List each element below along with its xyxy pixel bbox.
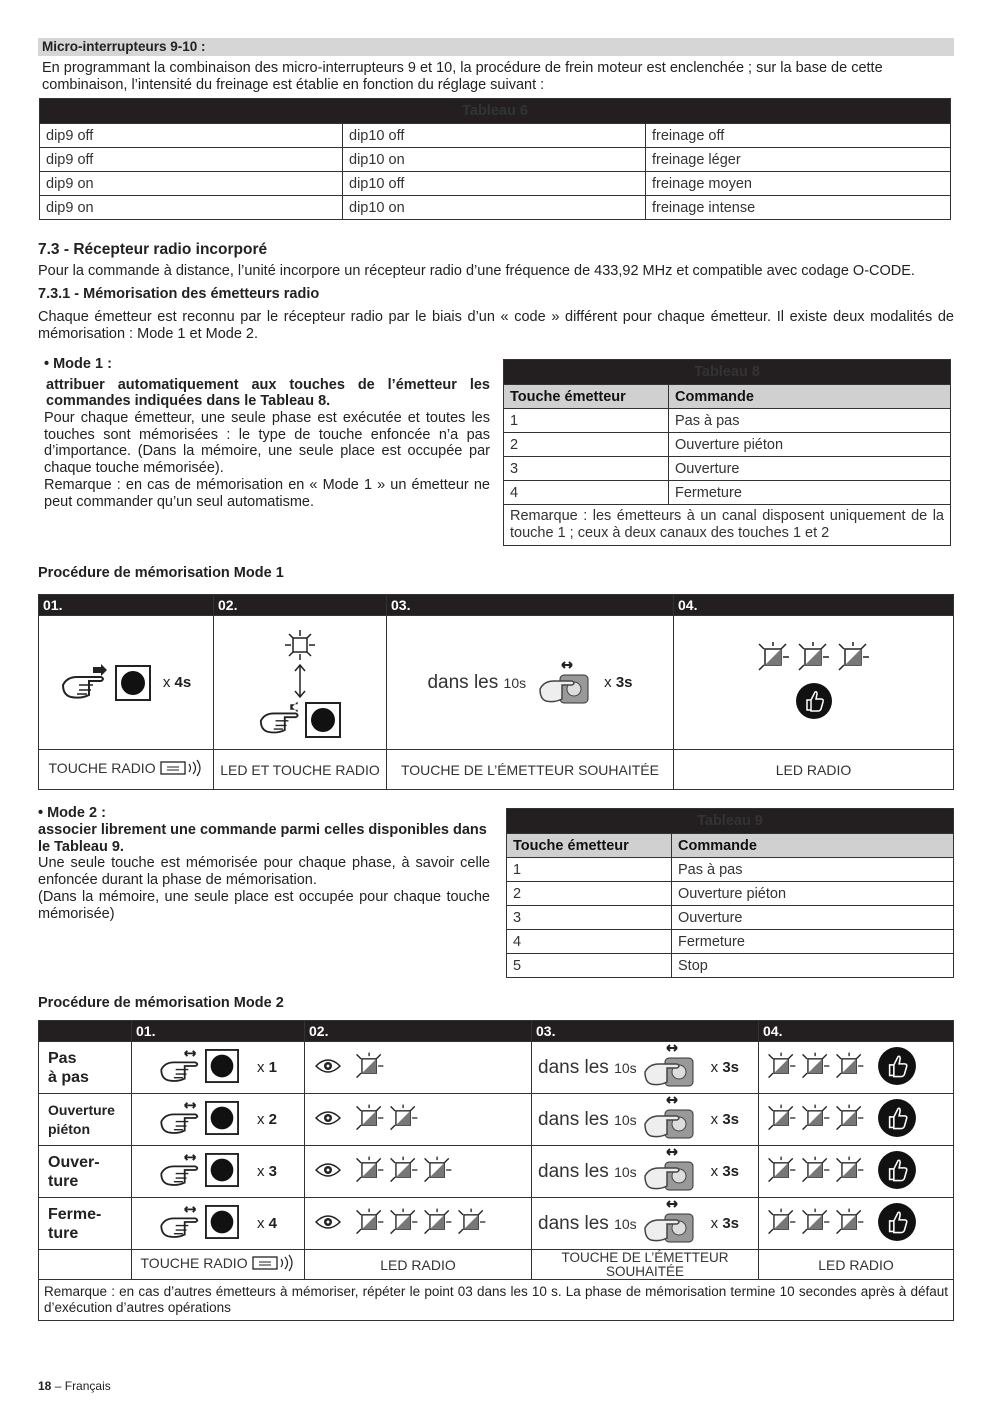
- times-sign: x: [710, 1059, 719, 1076]
- radio-button-icon: [205, 1101, 239, 1139]
- proc2-row: [39, 1094, 954, 1146]
- cell: Pas à pas: [672, 858, 954, 882]
- cell: Ouverture piéton: [669, 433, 951, 457]
- led-blink-icon: [387, 1155, 421, 1189]
- proc2-label-4: LED RADIO: [759, 1250, 954, 1280]
- remote-key-press-icon: [643, 1200, 697, 1248]
- radio-button-icon: [205, 1049, 239, 1087]
- proc2-step3: [532, 1094, 759, 1146]
- col-header: Touche émetteur: [504, 385, 669, 409]
- cell: Stop: [672, 954, 954, 978]
- cell: freinage léger: [646, 148, 951, 172]
- tableau-6-title: Tableau 6: [40, 99, 951, 124]
- hand-press-icon: [159, 1048, 205, 1088]
- led-blink-icon: [353, 1155, 387, 1189]
- mode2-bullet: • Mode 2 :: [38, 805, 106, 821]
- led-blink-icon: [765, 1103, 799, 1137]
- step-number: 02.: [305, 1021, 532, 1042]
- proc2-row-name: Pas à pas: [39, 1042, 132, 1094]
- remote-key-press-icon: [643, 1096, 697, 1144]
- tableau-8: [503, 359, 951, 546]
- times-sign: x: [256, 1163, 265, 1180]
- step-number: 03.: [532, 1021, 759, 1042]
- led-blink-icon: [387, 1207, 421, 1241]
- press-duration: 3s: [722, 1215, 739, 1232]
- tableau-9-title: Tableau 9: [507, 809, 954, 834]
- proc2-step1: [132, 1094, 305, 1146]
- cell: freinage intense: [646, 196, 951, 220]
- proc2-step2: [305, 1042, 532, 1094]
- proc2-step4: [759, 1042, 954, 1094]
- cell: freinage moyen: [646, 172, 951, 196]
- proc1-label-2: LED ET TOUCHE RADIO: [214, 750, 387, 790]
- times-sign: x: [710, 1111, 719, 1128]
- cell: 4: [507, 930, 672, 954]
- proc2-step1: [132, 1042, 305, 1094]
- proc1-label-3: TOUCHE DE L’ÉMETTEUR SOUHAITÉE: [387, 750, 674, 790]
- proc1-title: Procédure de mémorisation Mode 1: [38, 565, 284, 581]
- proc2-step2: [305, 1198, 532, 1250]
- cell: Pas à pas: [669, 409, 951, 433]
- tableau-9: [506, 808, 954, 978]
- proc2-label-1: [132, 1250, 305, 1280]
- led-blink-icon: [833, 1207, 867, 1241]
- col-header: Touche émetteur: [507, 834, 672, 858]
- step-number: 01.: [39, 595, 214, 616]
- proc2-step1: [132, 1198, 305, 1250]
- led-blink-icon: [353, 1207, 387, 1241]
- double-arrow-icon: [293, 662, 307, 700]
- led-blink-icon: [799, 1051, 833, 1085]
- thumbs-up-icon: [795, 682, 833, 724]
- section-7-3-title: 7.3 - Récepteur radio incorporé: [38, 241, 268, 258]
- cell: dip9 on: [40, 172, 343, 196]
- times-sign: x: [256, 1059, 265, 1076]
- radio-button-icon: [115, 665, 151, 701]
- cell: dip9 off: [40, 124, 343, 148]
- proc2-row: [39, 1146, 954, 1198]
- cell: 2: [507, 882, 672, 906]
- radio-button-icon: [205, 1205, 239, 1243]
- led-blink-icon: [353, 1051, 387, 1085]
- led-blink-icon: [765, 1155, 799, 1189]
- proc2-step2: [305, 1146, 532, 1198]
- proc1-step4: [674, 616, 954, 750]
- proc2-row: [39, 1198, 954, 1250]
- cell: Fermeture: [672, 930, 954, 954]
- label-text: TOUCHE RADIO: [48, 760, 156, 777]
- section-7-3-1-text: Chaque émetteur est reconnu par le récepteur radio par le biais d’un « code » différent pour chaque émetteur. Il existe deux modalités de mémorisation : Mode 1 et Mode 2.: [38, 309, 954, 342]
- hand-press-icon: [159, 1204, 205, 1244]
- hand-press-icon: [61, 663, 111, 703]
- led-blink-icon: [795, 642, 833, 676]
- led-blink-icon: [387, 1103, 421, 1137]
- proc1-table: [38, 594, 954, 790]
- duration: 10s: [614, 1215, 637, 1232]
- tableau-6: [39, 98, 951, 220]
- proc2-label-2: LED RADIO: [305, 1250, 532, 1280]
- section-7-3-1-title: 7.3.1 - Mémorisation des émetteurs radio: [38, 286, 320, 302]
- cell: Fermeture: [669, 481, 951, 505]
- led-blink-icon: [421, 1155, 455, 1189]
- remote-key-press-icon: [643, 1044, 697, 1092]
- press-duration: 3s: [722, 1163, 739, 1180]
- section-7-3-text: Pour la commande à distance, l’unité incorpore un récepteur radio d’une fréquence de 433,92 MHz et compatible avec codage O-CODE.: [38, 263, 915, 279]
- proc2-title: Procédure de mémorisation Mode 2: [38, 995, 284, 1011]
- tableau-8-note: Remarque : les émetteurs à un canal disposent uniquement de la touche 1 ; ceux à deux canaux des touches 1 et 2: [504, 505, 951, 546]
- radio-receiver-icon: [159, 758, 203, 781]
- step-number: 04.: [759, 1021, 954, 1042]
- col-header: Commande: [672, 834, 954, 858]
- proc2-step4: [759, 1094, 954, 1146]
- table-row: [40, 196, 951, 220]
- cell: dip10 on: [343, 148, 646, 172]
- within-text: dans les: [538, 1212, 609, 1234]
- cell: dip9 off: [40, 148, 343, 172]
- led-blink-icon: [455, 1207, 489, 1241]
- proc2-step2: [305, 1094, 532, 1146]
- table-row: [504, 433, 951, 457]
- proc2-step4: [759, 1146, 954, 1198]
- cell: Ouverture: [669, 457, 951, 481]
- table-row: [504, 457, 951, 481]
- micro-switch-heading: Micro-interrupteurs 9-10 :: [38, 38, 954, 56]
- eye-icon: [315, 1162, 341, 1182]
- cell: dip10 off: [343, 124, 646, 148]
- thumbs-up-icon: [877, 1046, 917, 1090]
- proc2-note: Remarque : en cas d’autres émetteurs à mémoriser, répéter le point 03 dans les 10 s. La phase de mémorisation termine 10 secondes après à défaut d’exécution d’autres opérations: [39, 1280, 954, 1321]
- cell: dip10 on: [343, 196, 646, 220]
- proc1-step3: [387, 616, 674, 750]
- thumbs-up-icon: [877, 1098, 917, 1142]
- eye-icon: [315, 1214, 341, 1234]
- step-number: 01.: [132, 1021, 305, 1042]
- remote-key-press-icon: [643, 1148, 697, 1196]
- col-header: Commande: [669, 385, 951, 409]
- press-count: 4: [268, 1215, 277, 1232]
- duration: 10s: [614, 1163, 637, 1180]
- cell: Ouverture: [672, 906, 954, 930]
- proc2-step4: [759, 1198, 954, 1250]
- press-duration: 3s: [722, 1111, 739, 1128]
- hand-press-icon: [159, 1100, 205, 1140]
- mode2-text1: Une seule touche est mémorisée pour chaque phase, à savoir celle enfoncée durant la phase de mémorisation.: [38, 855, 490, 888]
- within-text: dans les: [538, 1056, 609, 1078]
- proc2-row-name: Ferme- ture: [39, 1198, 132, 1250]
- cell: 3: [507, 906, 672, 930]
- step-number: 04.: [674, 595, 954, 616]
- cell: 1: [507, 858, 672, 882]
- table-row: [507, 858, 954, 882]
- mode1-bullet: • Mode 1 :: [44, 356, 112, 372]
- remote-key-press-icon: [538, 661, 592, 705]
- table-row: [507, 954, 954, 978]
- cell: 5: [507, 954, 672, 978]
- led-blink-icon: [799, 1207, 833, 1241]
- cell: 4: [504, 481, 669, 505]
- proc2-row-name: Ouver- ture: [39, 1146, 132, 1198]
- cell: freinage off: [646, 124, 951, 148]
- proc2-row-name: Ouverture piéton: [39, 1094, 132, 1146]
- mode1-text1: Pour chaque émetteur, une seule phase est exécutée et toutes les touches sont mémorisées : le type de touche enfoncée n’a pas d’importance. (Dans la mémoire, une seule place est occupée par chaque touche mémorisée).: [44, 410, 490, 476]
- proc2-step3: [532, 1198, 759, 1250]
- page-footer: [38, 1379, 111, 1393]
- led-blink-icon: [765, 1051, 799, 1085]
- times-sign: x: [710, 1215, 719, 1232]
- table-row: [507, 930, 954, 954]
- led-blink-icon: [799, 1155, 833, 1189]
- led-blink-icon: [799, 1103, 833, 1137]
- proc2-table: [38, 1020, 954, 1321]
- footer-language: Français: [64, 1379, 111, 1393]
- led-blink-icon: [833, 1051, 867, 1085]
- duration: 10s: [614, 1111, 637, 1128]
- cell: dip9 on: [40, 196, 343, 220]
- hand-press-icon: [159, 1152, 205, 1192]
- table-row: [40, 124, 951, 148]
- cell: 2: [504, 433, 669, 457]
- proc2-step3: [532, 1042, 759, 1094]
- proc2-step3: [532, 1146, 759, 1198]
- radio-receiver-icon: [251, 1253, 295, 1276]
- cell: 1: [504, 409, 669, 433]
- hand-press-icon: [259, 700, 305, 738]
- table-row: [40, 172, 951, 196]
- table-row: [40, 148, 951, 172]
- table-row: [507, 882, 954, 906]
- times-sign: x: [256, 1111, 265, 1128]
- led-blink-icon: [421, 1207, 455, 1241]
- times-sign: x: [604, 674, 612, 691]
- press-count: 2: [268, 1111, 277, 1128]
- cell: dip10 off: [343, 172, 646, 196]
- led-blink-icon: [835, 642, 873, 676]
- eye-icon: [315, 1110, 341, 1130]
- duration: 10s: [614, 1059, 637, 1076]
- step-number: 02.: [214, 595, 387, 616]
- mode2-text2: (Dans la mémoire, une seule place est occupée pour chaque touche mémorisée): [38, 889, 490, 922]
- proc2-label-3: TOUCHE DE L’ÉMETTEUR SOUHAITÉE: [532, 1250, 759, 1280]
- duration: 10s: [503, 674, 527, 691]
- tableau-8-title: Tableau 8: [504, 360, 951, 385]
- mode2-bold: associer librement une commande parmi celles disponibles dans le Tableau 9.: [38, 822, 487, 855]
- times-sign: x: [710, 1163, 719, 1180]
- table-row: [504, 409, 951, 433]
- micro-switch-text: En programmant la combinaison des micro-interrupteurs 9 et 10, la procédure de frein moteur est enclenchée ; sur la base de cette combinaison, l’intensité du freinage est établie en fonction du réglage suivant :: [42, 60, 883, 93]
- proc1-step1: [39, 616, 214, 750]
- press-count: 3: [268, 1163, 277, 1180]
- thumbs-up-icon: [877, 1150, 917, 1194]
- cell: Ouverture piéton: [672, 882, 954, 906]
- duration: 4s: [174, 674, 192, 691]
- times-sign: x: [162, 674, 171, 691]
- led-blink-icon: [283, 628, 317, 662]
- within-text: dans les: [427, 671, 499, 693]
- within-text: dans les: [538, 1160, 609, 1182]
- proc1-step2: [214, 616, 387, 750]
- times-sign: x: [256, 1215, 265, 1232]
- led-blink-icon: [833, 1103, 867, 1137]
- step-number: 03.: [387, 595, 674, 616]
- led-blink-icon: [833, 1155, 867, 1189]
- radio-button-icon: [205, 1153, 239, 1191]
- table-row: [507, 906, 954, 930]
- proc1-label-1: [39, 750, 214, 790]
- proc2-row: [39, 1042, 954, 1094]
- led-blink-icon: [765, 1207, 799, 1241]
- cell: 3: [504, 457, 669, 481]
- table-row: [504, 481, 951, 505]
- press-duration: 3s: [722, 1059, 739, 1076]
- mode1-text2: Remarque : en cas de mémorisation en « Mode 1 » un émetteur ne peut commander qu’un seul automatisme.: [44, 477, 490, 510]
- label-text: TOUCHE RADIO: [140, 1255, 248, 1272]
- press-count: 1: [268, 1059, 277, 1076]
- mode1-bold: attribuer automatiquement aux touches de l’émetteur les commandes indiquées dans le Tableau 8.: [46, 377, 490, 409]
- led-blink-icon: [353, 1103, 387, 1137]
- led-blink-icon: [755, 642, 793, 676]
- eye-icon: [315, 1058, 341, 1078]
- page-number: 18: [38, 1379, 52, 1393]
- press-duration: 3s: [615, 674, 633, 691]
- proc1-label-4: LED RADIO: [674, 750, 954, 790]
- thumbs-up-icon: [877, 1202, 917, 1246]
- within-text: dans les: [538, 1108, 609, 1130]
- radio-button-icon: [305, 702, 341, 738]
- proc2-step1: [132, 1146, 305, 1198]
- footer-separator: –: [54, 1379, 62, 1393]
